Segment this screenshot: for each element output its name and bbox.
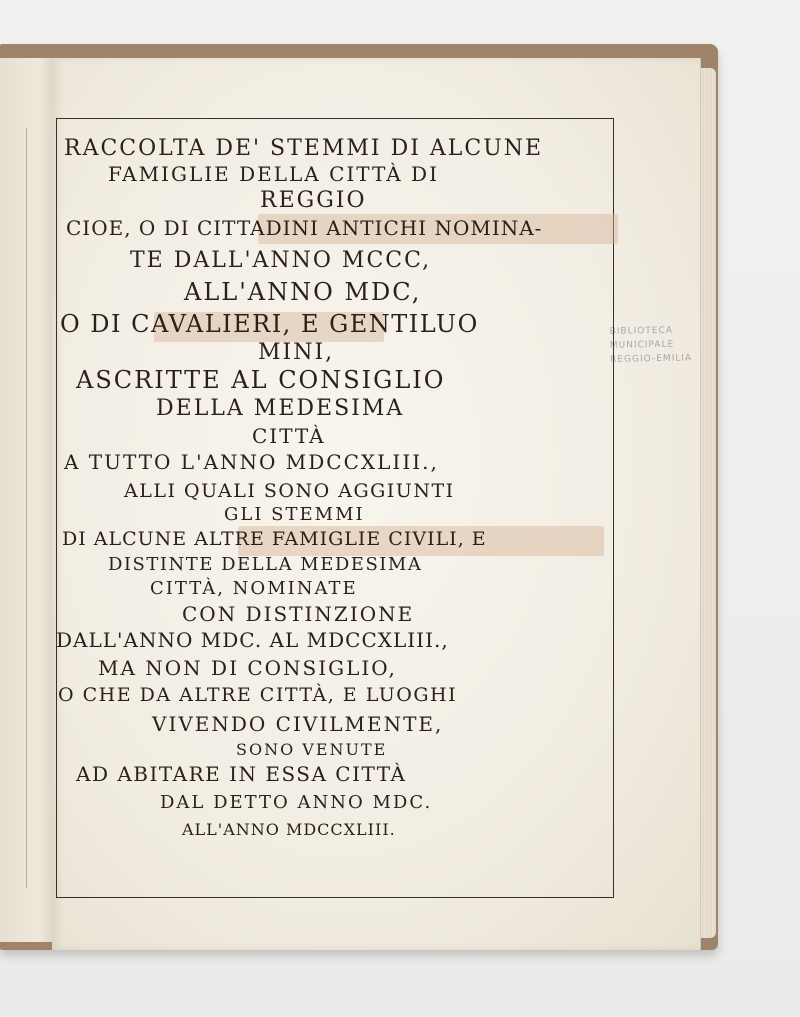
left-flyleaf [0, 58, 57, 942]
title-line-23: SONO VENUTE [236, 740, 388, 759]
stamp-line-1: BIBLIOTECA [609, 325, 674, 337]
title-line-8: MINI, [258, 340, 335, 365]
stamp-line-3: REGGIO-EMILIA [610, 353, 693, 365]
stamp-line-2: MUNICIPALE [609, 339, 675, 351]
title-line-6: ALL'ANNO MDC, [184, 278, 422, 306]
title-line-25: DAL DETTO ANNO MDC. [160, 792, 433, 813]
title-line-3: REGGIO [260, 188, 367, 213]
title-line-5: TE DALL'ANNO MCCC, [130, 248, 432, 273]
title-line-18: CON DISTINZIONE [182, 602, 415, 626]
title-line-19: DALL'ANNO MDC. AL MDCCXLIII., [56, 628, 449, 652]
title-page [52, 58, 701, 950]
title-line-12: A TUTTO L'ANNO MDCCXLIII., [64, 450, 439, 474]
title-line-1: RACCOLTA DE' STEMMI DI ALCUNE [64, 136, 544, 161]
title-line-22: VIVENDO CIVILMENTE, [152, 712, 444, 736]
library-stamp [609, 323, 706, 385]
title-line-10: DELLA MEDESIMA [156, 396, 405, 421]
title-line-16: DISTINTE DELLA MEDESIMA [108, 554, 423, 575]
title-line-11: CITTÀ [252, 424, 326, 448]
title-line-4: CIOE, O DI CITTADINI ANTICHI NOMINA- [66, 216, 543, 240]
title-line-14: GLI STEMMI [224, 504, 365, 525]
title-line-7: O DI CAVALIERI, E GENTILUO [60, 310, 479, 338]
title-line-24: AD ABITARE IN ESSA CITTÀ [76, 762, 407, 786]
title-line-26: ALL'ANNO MDCCXLIII. [182, 820, 396, 839]
title-line-9: ASCRITTE AL CONSIGLIO [76, 366, 446, 394]
flyleaf-fold-line [26, 128, 27, 888]
title-line-17: CITTÀ, NOMINATE [150, 578, 358, 599]
title-line-20: MA NON DI CONSIGLIO, [98, 656, 397, 680]
title-line-13: ALLI QUALI SONO AGGIUNTI [124, 480, 455, 502]
manuscript-book [0, 44, 728, 956]
title-line-21: O CHE DA ALTRE CITTÀ, E LUOGHI [58, 684, 458, 706]
title-line-15: DI ALCUNE ALTRE FAMIGLIE CIVILI, E [62, 528, 487, 550]
title-line-2: FAMIGLIE DELLA CITTÀ DI [108, 162, 439, 186]
